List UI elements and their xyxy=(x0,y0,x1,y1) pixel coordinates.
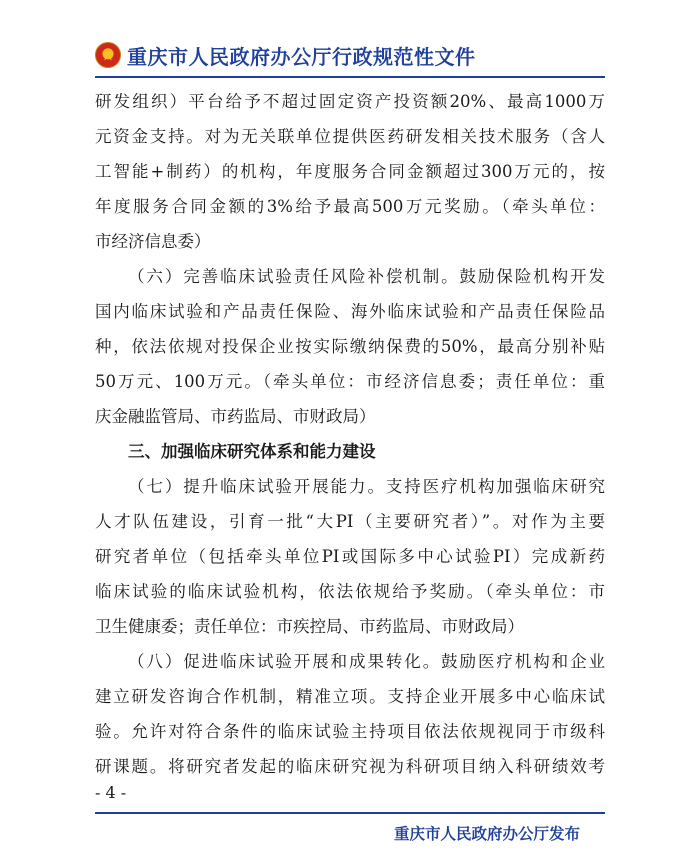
paragraph-line: 研发组织）平台给予不超过固定资产投资额20%、最高1000万 xyxy=(95,92,605,111)
paragraph-line: 国内临床试验和产品责任保险、海外临床试验和产品责任保险品 xyxy=(95,302,605,321)
paragraph-line: 验。允许对符合条件的临床试验主持项目依法依规视同于市级科 xyxy=(95,722,605,741)
footer-publisher: 重庆市人民政府办公厅发布 xyxy=(393,825,580,843)
page-number: - 4 - xyxy=(95,783,127,802)
paragraph-line: 建立研发咨询合作机制，精准立项。支持企业开展多中心临床试 xyxy=(95,687,605,706)
paragraph-line: 年度服务合同金额的3%给予最高500万元奖励。（牵头单位： xyxy=(95,197,605,216)
paragraph-line: 卫生健康委；责任单位：市疾控局、市药监局、市财政局） xyxy=(95,617,524,636)
paragraph-line: 市经济信息委） xyxy=(95,232,211,251)
document-header xyxy=(95,40,476,70)
header-divider xyxy=(95,76,605,78)
document-header-title: 重庆市人民政府办公厅行政规范性文件 xyxy=(127,44,476,69)
paragraph-line: 工智能+制药）的机构，年度服务合同金额超过300万元的，按 xyxy=(95,162,605,181)
paragraph-line: 人才队伍建设，引育一批“大PI（主要研究者）”。对作为主要 xyxy=(95,512,605,531)
paragraph-line: 50万元、100万元。（牵头单位：市经济信息委；责任单位：重 xyxy=(95,372,605,391)
paragraph-line: 研究者单位（包括牵头单位PI或国际多中心试验PI）完成新药 xyxy=(95,547,605,566)
national-emblem-icon xyxy=(95,42,121,68)
paragraph-line: （六）完善临床试验责任风险补偿机制。鼓励保险机构开发 xyxy=(128,267,605,286)
paragraph-line: 种，依法依规对投保企业按实际缴纳保费的50%，最高分别补贴 xyxy=(95,337,605,356)
footer-divider xyxy=(95,812,605,814)
paragraph-line: 庆金融监管局、市药监局、市财政局） xyxy=(95,407,376,426)
paragraph-line: （八）促进临床试验开展和成果转化。鼓励医疗机构和企业 xyxy=(128,652,605,671)
section-heading: 三、加强临床研究体系和能力建设 xyxy=(128,442,376,461)
paragraph-line: 元资金支持。对为无关联单位提供医药研发相关技术服务（含人 xyxy=(95,127,605,146)
paragraph-line: （七）提升临床试验开展能力。支持医疗机构加强临床研究 xyxy=(128,477,605,496)
paragraph-line: 临床试验的临床试验机构，依法依规给予奖励。（牵头单位：市 xyxy=(95,582,605,601)
paragraph-line: 研课题。将研究者发起的临床研究视为科研项目纳入科研绩效考 xyxy=(95,757,605,776)
